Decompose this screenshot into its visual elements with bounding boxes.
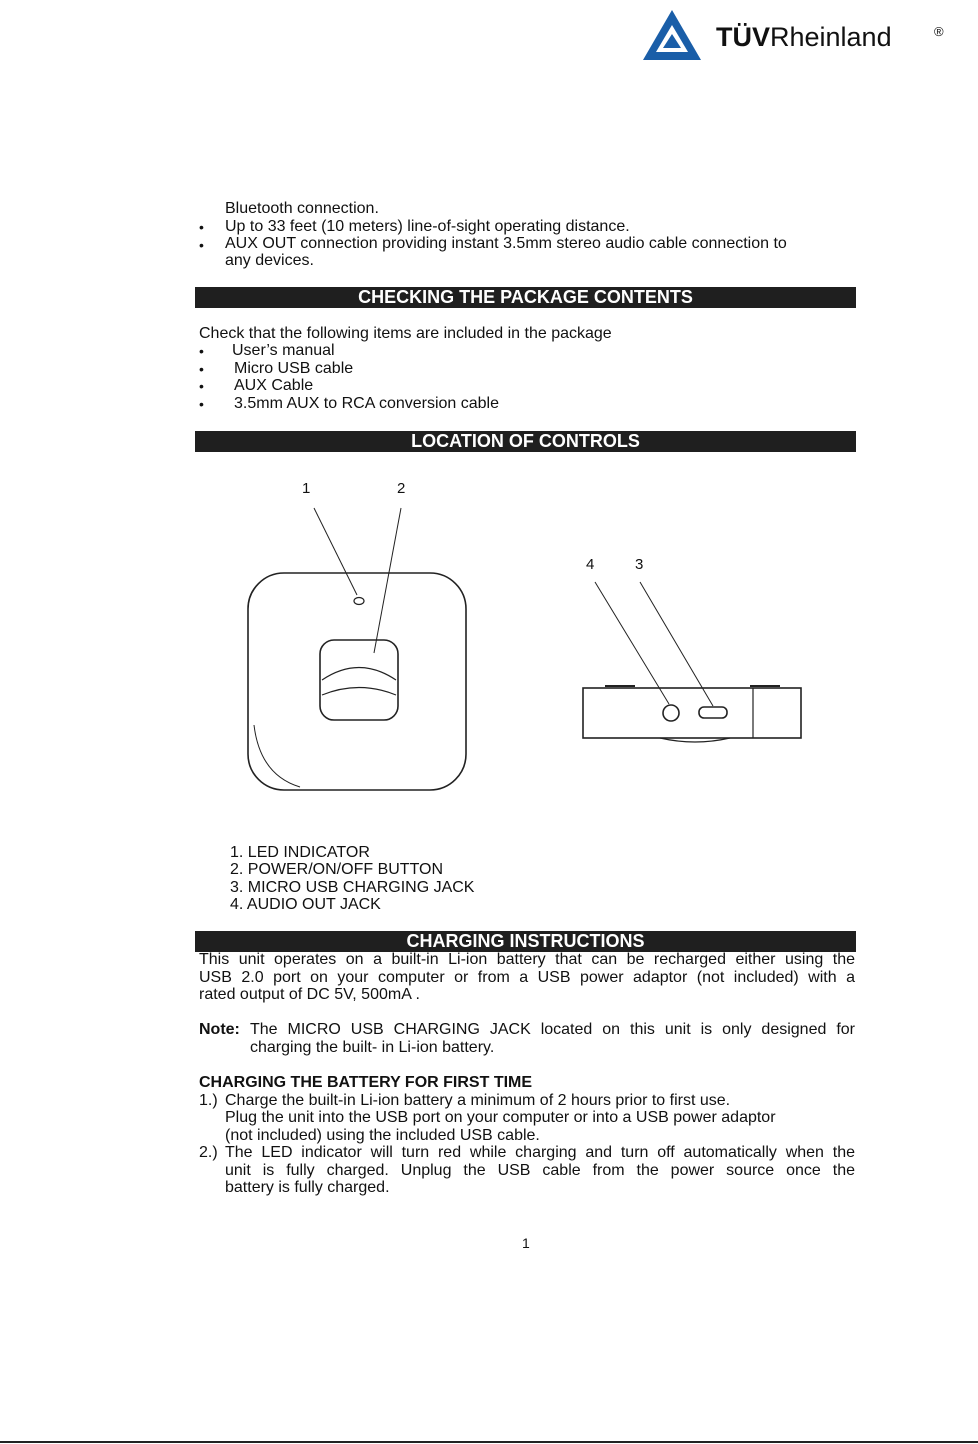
- diagram-label-4: 4: [586, 556, 595, 573]
- controls-list-item: 4. AUDIO OUT JACK: [230, 896, 381, 913]
- controls-list-item: 2. POWER/ON/OFF BUTTON: [230, 861, 444, 878]
- step-number: 2.): [199, 1144, 218, 1161]
- note-line: The MICRO USB CHARGING JACK located on this unit is only designed for: [250, 1021, 855, 1038]
- page-bottom-border: [0, 1441, 978, 1443]
- charging-subheading: CHARGING THE BATTERY FOR FIRST TIME: [199, 1074, 533, 1091]
- audio-out-jack-icon: [663, 705, 679, 721]
- package-item: Micro USB cable: [234, 360, 354, 377]
- charging-paragraph-line: This unit operates on a built-in Li-ion battery that can be recharged either using the: [199, 951, 855, 968]
- package-item: User’s manual: [232, 342, 335, 359]
- section-heading-package: CHECKING THE PACKAGE CONTENTS: [195, 287, 856, 308]
- controls-list-item: 1. LED INDICATOR: [230, 844, 370, 861]
- bullet-icon: •: [199, 219, 204, 235]
- tuv-triangle-logo-icon: [641, 8, 703, 62]
- note-label: Note:: [199, 1021, 240, 1038]
- device-front-view-diagram: [240, 475, 475, 795]
- charging-paragraph-line: rated output of DC 5V, 500mA .: [199, 986, 420, 1003]
- diagram-label-2: 2: [397, 480, 406, 497]
- diagram-label-3: 3: [635, 556, 644, 573]
- step-2-line: The LED indicator will turn red while charging and turn off automatically when the: [225, 1144, 855, 1161]
- step-1-line: (not included) using the included USB cable.: [225, 1127, 540, 1144]
- step-2-line: unit is fully charged. Unplug the USB cable from the power source once the: [225, 1162, 855, 1179]
- intro-bullet-2b: any devices.: [225, 252, 314, 269]
- logo-brand-bold: TÜV: [716, 22, 770, 52]
- device-side-view-diagram: [575, 570, 810, 750]
- package-intro: Check that the following items are included in the package: [199, 325, 612, 342]
- registered-mark: ®: [934, 24, 944, 39]
- intro-bullet-1: Up to 33 feet (10 meters) line-of-sight operating distance.: [225, 218, 630, 235]
- power-button-icon: [320, 640, 398, 720]
- bullet-icon: •: [199, 361, 204, 377]
- section-heading-controls: LOCATION OF CONTROLS: [195, 431, 856, 452]
- step-2-line: battery is fully charged.: [225, 1179, 390, 1196]
- step-1-line: Plug the unit into the USB port on your computer or into a USB power adaptor: [225, 1109, 776, 1126]
- section-heading-charging: CHARGING INSTRUCTIONS: [195, 931, 856, 952]
- micro-usb-jack-icon: [699, 707, 727, 718]
- step-number: 1.): [199, 1092, 218, 1109]
- bullet-icon: •: [199, 343, 204, 359]
- led-indicator-icon: [354, 598, 364, 605]
- page-number: 1: [522, 1235, 530, 1251]
- bullet-icon: •: [199, 378, 204, 394]
- diagram-label-1: 1: [302, 480, 311, 497]
- bullet-icon: •: [199, 237, 204, 253]
- note-line: charging the built- in Li-ion battery.: [250, 1039, 495, 1056]
- logo-brand-rest: Rheinland: [770, 22, 892, 52]
- step-1-line: Charge the built-in Li-ion battery a minimum of 2 hours prior to first use.: [225, 1092, 731, 1109]
- controls-list-item: 3. MICRO USB CHARGING JACK: [230, 879, 475, 896]
- charging-paragraph-line: USB 2.0 port on your computer or from a USB power adaptor (not included) with a: [199, 969, 855, 986]
- package-item: 3.5mm AUX to RCA conversion cable: [234, 395, 500, 412]
- package-item: AUX Cable: [234, 377, 314, 394]
- bullet-icon: •: [199, 396, 204, 412]
- intro-line: Bluetooth connection.: [225, 200, 379, 217]
- intro-bullet-2a: AUX OUT connection providing instant 3.5mm stereo audio cable connection to: [225, 235, 787, 252]
